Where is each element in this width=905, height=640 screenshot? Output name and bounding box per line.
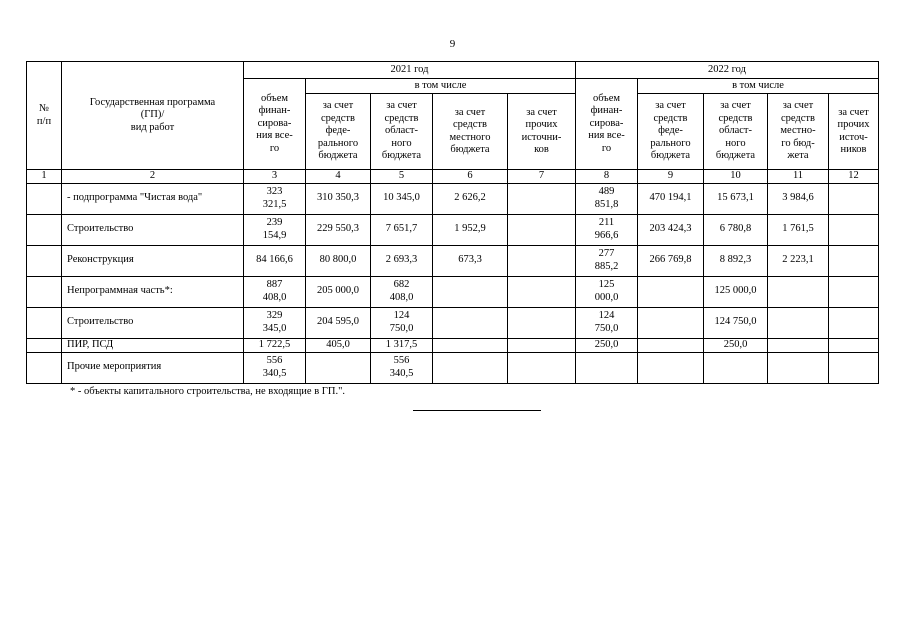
table-row <box>27 352 879 383</box>
row-name: Строительство <box>62 214 244 245</box>
cell-other-2021 <box>508 183 576 214</box>
footnote: * - объекты капитального строительства, не входящие в ГП.". <box>70 386 345 397</box>
cell-local-2021 <box>433 307 508 338</box>
financing-table <box>26 61 879 384</box>
col-num: 1 <box>27 170 62 184</box>
cell-total-2022 <box>576 352 638 383</box>
table-row <box>27 183 879 214</box>
row-name: Непрограммная часть*: <box>62 276 244 307</box>
col-num: 6 <box>433 170 508 184</box>
cell-total-2022: 489 851,8 <box>576 183 638 214</box>
cell-local-2021 <box>433 276 508 307</box>
cell-local-2021: 1 952,9 <box>433 214 508 245</box>
cell-other-2021 <box>508 307 576 338</box>
cell-total-2022: 250,0 <box>576 338 638 352</box>
cell-other-2022 <box>829 214 879 245</box>
cell-local-2022 <box>768 338 829 352</box>
cell-reg-2021: 7 651,7 <box>371 214 433 245</box>
cell-fed-2021: 229 550,3 <box>306 214 371 245</box>
cell-local-2021: 2 626,2 <box>433 183 508 214</box>
cell-fed-2022 <box>638 352 704 383</box>
cell-total-2021: 329 345,0 <box>244 307 306 338</box>
cell-fed-2021: 405,0 <box>306 338 371 352</box>
cell-fed-2022: 203 424,3 <box>638 214 704 245</box>
column-number-row <box>27 170 879 184</box>
cell-fed-2021 <box>306 352 371 383</box>
header-other-2021: за счет прочих источни- ков <box>508 94 576 170</box>
cell-local-2022: 3 984,6 <box>768 183 829 214</box>
cell-reg-2021: 682 408,0 <box>371 276 433 307</box>
header-year-2021: 2021 год <box>244 62 576 79</box>
cell-local-2022 <box>768 352 829 383</box>
row-name: Прочие мероприятия <box>62 352 244 383</box>
cell-reg-2022: 6 780,8 <box>704 214 768 245</box>
cell-local-2022: 1 761,5 <box>768 214 829 245</box>
header-total-2021: объем финан- сирова- ния все- го <box>244 79 306 170</box>
col-num: 12 <box>829 170 879 184</box>
col-num: 8 <box>576 170 638 184</box>
cell-local-2022: 2 223,1 <box>768 245 829 276</box>
header-incl-2021: в том числе <box>306 79 576 94</box>
cell-reg-2021: 10 345,0 <box>371 183 433 214</box>
header-other-2022: за счет прочих источ- ников <box>829 94 879 170</box>
cell-local-2021 <box>433 352 508 383</box>
header-reg-2021: за счет средств област- ного бюджета <box>371 94 433 170</box>
table-row <box>27 245 879 276</box>
cell-reg-2022: 250,0 <box>704 338 768 352</box>
cell-other-2022 <box>829 276 879 307</box>
cell-fed-2022 <box>638 307 704 338</box>
cell-fed-2022: 266 769,8 <box>638 245 704 276</box>
cell-reg-2021: 124 750,0 <box>371 307 433 338</box>
cell-total-2021: 239 154,9 <box>244 214 306 245</box>
cell-other-2021 <box>508 338 576 352</box>
cell-reg-2021: 556 340,5 <box>371 352 433 383</box>
col-num: 10 <box>704 170 768 184</box>
cell-total-2021: 84 166,6 <box>244 245 306 276</box>
cell-total-2022: 125 000,0 <box>576 276 638 307</box>
cell-total-2021: 887 408,0 <box>244 276 306 307</box>
cell-total-2022: 277 885,2 <box>576 245 638 276</box>
cell-other-2022 <box>829 352 879 383</box>
header-fed-2022: за счет средств феде- рального бюджета <box>638 94 704 170</box>
cell-reg-2022 <box>704 352 768 383</box>
cell-fed-2021: 80 800,0 <box>306 245 371 276</box>
header-program: Государственная программа (ГП)/ вид работ <box>62 62 244 170</box>
cell-fed-2021: 205 000,0 <box>306 276 371 307</box>
cell-other-2021 <box>508 352 576 383</box>
cell-reg-2021: 2 693,3 <box>371 245 433 276</box>
cell-other-2021 <box>508 276 576 307</box>
table-row <box>27 338 879 352</box>
cell-other-2022 <box>829 245 879 276</box>
header-year-2022: 2022 год <box>576 62 879 79</box>
cell-other-2022 <box>829 307 879 338</box>
cell-fed-2022 <box>638 276 704 307</box>
cell-other-2021 <box>508 245 576 276</box>
table-row <box>27 214 879 245</box>
header-incl-2022: в том числе <box>638 79 879 94</box>
cell-other-2022 <box>829 338 879 352</box>
header-total-2022: объем финан- сирова- ния все- го <box>576 79 638 170</box>
cell-local-2021: 673,3 <box>433 245 508 276</box>
cell-local-2021 <box>433 338 508 352</box>
cell-total-2021: 556 340,5 <box>244 352 306 383</box>
cell-reg-2022: 15 673,1 <box>704 183 768 214</box>
cell-reg-2021: 1 317,5 <box>371 338 433 352</box>
row-name: ПИР, ПСД <box>62 338 244 352</box>
cell-fed-2021: 204 595,0 <box>306 307 371 338</box>
col-num: 9 <box>638 170 704 184</box>
cell-local-2022 <box>768 276 829 307</box>
header-local-2021: за счет средств местного бюджета <box>433 94 508 170</box>
col-num: 3 <box>244 170 306 184</box>
page-number: 9 <box>449 38 456 50</box>
col-num: 2 <box>62 170 244 184</box>
col-num: 11 <box>768 170 829 184</box>
cell-other-2022 <box>829 183 879 214</box>
cell-total-2022: 124 750,0 <box>576 307 638 338</box>
cell-fed-2022: 470 194,1 <box>638 183 704 214</box>
col-num: 4 <box>306 170 371 184</box>
cell-fed-2022 <box>638 338 704 352</box>
header-num: № п/п <box>27 62 62 170</box>
end-rule <box>413 410 541 411</box>
cell-total-2021: 323 321,5 <box>244 183 306 214</box>
cell-reg-2022: 8 892,3 <box>704 245 768 276</box>
cell-reg-2022: 124 750,0 <box>704 307 768 338</box>
table-row <box>27 307 879 338</box>
row-name: Реконструкция <box>62 245 244 276</box>
cell-total-2021: 1 722,5 <box>244 338 306 352</box>
row-name: Строительство <box>62 307 244 338</box>
col-num: 7 <box>508 170 576 184</box>
cell-other-2021 <box>508 214 576 245</box>
cell-local-2022 <box>768 307 829 338</box>
header-fed-2021: за счет средств феде- рального бюджета <box>306 94 371 170</box>
cell-reg-2022: 125 000,0 <box>704 276 768 307</box>
header-reg-2022: за счет средств област- ного бюджета <box>704 94 768 170</box>
cell-total-2022: 211 966,6 <box>576 214 638 245</box>
header-local-2022: за счет средств местно- го бюд- жета <box>768 94 829 170</box>
cell-fed-2021: 310 350,3 <box>306 183 371 214</box>
col-num: 5 <box>371 170 433 184</box>
table-row <box>27 276 879 307</box>
row-name: - подпрограмма "Чистая вода" <box>62 183 244 214</box>
